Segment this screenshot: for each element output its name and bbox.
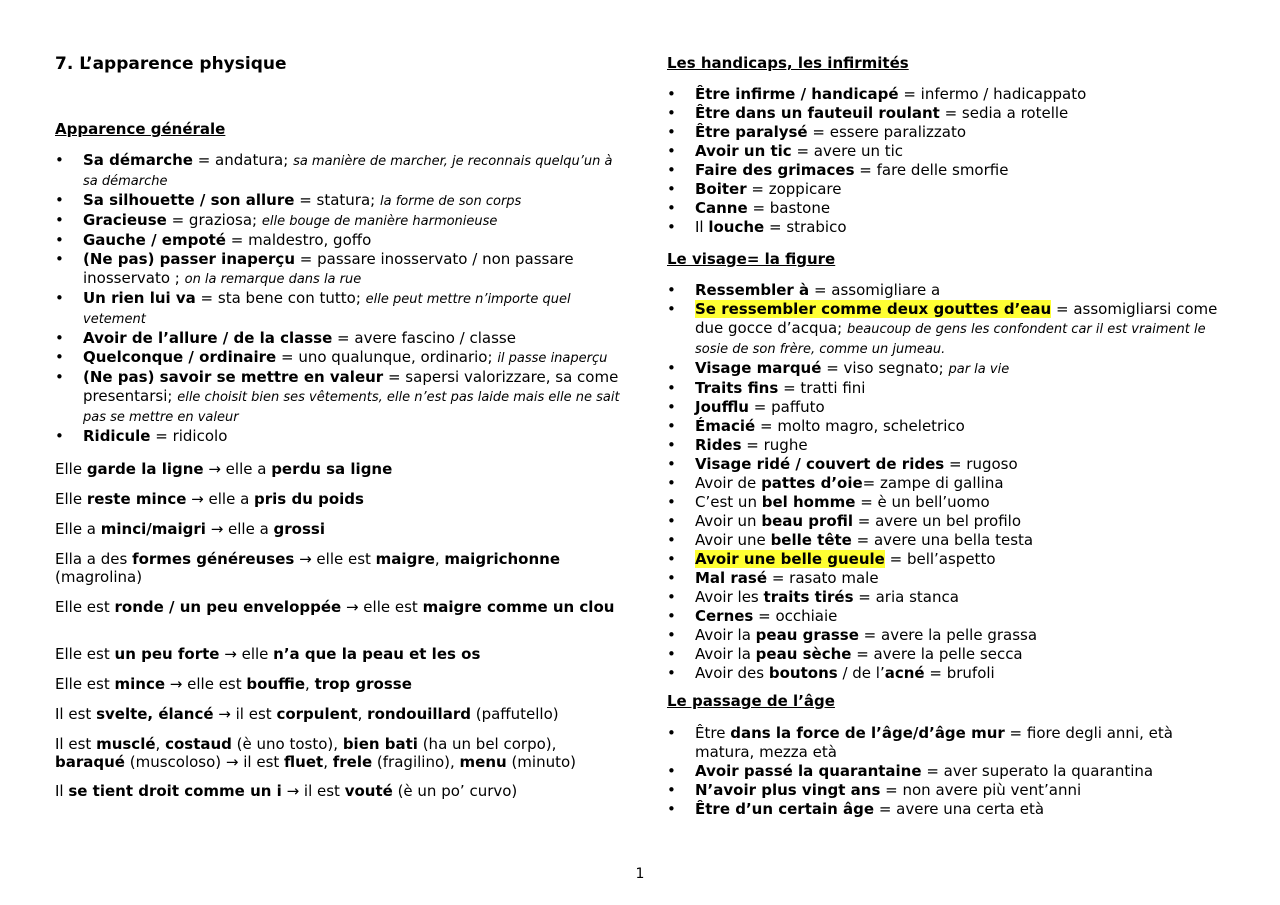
list-item: • Avoir une belle gueule = bell’aspetto	[667, 550, 1237, 569]
visage-list	[667, 281, 1237, 683]
list-item: • Avoir des boutons / de l’acné = brufoli	[667, 664, 1237, 683]
section-heading-age: Le passage de l’âge	[667, 692, 835, 710]
list-item: • Avoir passé la quarantaine = aver superato la quarantina	[667, 762, 1237, 781]
page-number: 1	[635, 866, 645, 882]
handicaps-list	[667, 85, 1237, 237]
list-item: • Être paralysé = essere paralizzato	[667, 123, 1237, 142]
list-item: • Ridicule = ridicolo	[55, 427, 625, 446]
sentence: Ella a des formes généreuses → elle est maigre, maigrichonne (magrolina)	[55, 550, 560, 586]
list-item: • Visage ridé / couvert de rides = rugoso	[667, 455, 1237, 474]
list-item: • Canne = bastone	[667, 199, 1237, 218]
list-item: • Émacié = molto magro, scheletrico	[667, 417, 1237, 436]
list-item: • Gauche / empoté = maldestro, goffo	[55, 231, 625, 250]
list-item: • Sa démarche = andatura; sa manière de marcher, je reconnais quelqu’un à sa démarche	[55, 151, 625, 191]
list-item: • Traits fins = tratti fini	[667, 379, 1237, 398]
list-item: • Cernes = occhiaie	[667, 607, 1237, 626]
list-item: • Se ressembler comme deux gouttes d’eau = assomigliarsi come due gocce d’acqua; beaucoup de gens les confondent car il est vraiment le sosie de son frère, comme un jumeau.	[667, 300, 1237, 359]
section-heading-visage: Le visage= la figure	[667, 250, 836, 268]
list-item: • Avoir la peau sèche = avere la pelle secca	[667, 645, 1237, 664]
apparence-list	[55, 151, 625, 446]
list-item: • Être infirme / handicapé = infermo / hadicappato	[667, 85, 1237, 104]
list-item: • Quelconque / ordinaire = uno qualunque, ordinario; il passe inaperçu	[55, 348, 625, 368]
list-item: • Avoir de pattes d’oie= zampe di gallina	[667, 474, 1237, 493]
list-item: • Il louche = strabico	[667, 218, 1237, 237]
list-item: • Ressembler à = assomigliare a	[667, 281, 1237, 300]
list-item: • (Ne pas) savoir se mettre en valeur = sapersi valorizzare, sa come presentarsi; elle choisit bien ses vêtements, elle n’est pas laide mais elle ne sait pas se mettre en valeur	[55, 368, 625, 427]
list-item: • Rides = rughe	[667, 436, 1237, 455]
sentence: Elle garde la ligne → elle a perdu sa ligne	[55, 460, 393, 478]
list-item: • Visage marqué = viso segnato; par la vie	[667, 359, 1237, 379]
page-title: 7. L’apparence physique	[55, 54, 287, 74]
list-item: • Avoir une belle tête = avere una bella testa	[667, 531, 1237, 550]
list-item: • Être dans un fauteuil roulant = sedia a rotelle	[667, 104, 1237, 123]
sentence: Il est svelte, élancé → il est corpulent, rondouillard (paffutello)	[55, 705, 559, 723]
list-item: • Avoir de l’allure / de la classe = avere fascino / classe	[55, 329, 625, 348]
list-item: • Être d’un certain âge = avere una certa età	[667, 800, 1237, 819]
list-item: • Faire des grimaces = fare delle smorfie	[667, 161, 1237, 180]
list-item: • (Ne pas) passer inaperçu = passare inosservato / non passare inosservato ; on la remarque dans la rue	[55, 250, 625, 289]
sentence: Elle est ronde / un peu enveloppée → elle est maigre comme un clou	[55, 598, 615, 616]
list-item: • Gracieuse = graziosa; elle bouge de manière harmonieuse	[55, 211, 625, 231]
sentence: Elle est un peu forte → elle n’a que la peau et les os	[55, 645, 481, 663]
age-list	[667, 724, 1237, 819]
list-item: • Avoir un tic = avere un tic	[667, 142, 1237, 161]
sentence: Elle est mince → elle est bouffie, trop grosse	[55, 675, 412, 693]
sentence: Elle reste mince → elle a pris du poids	[55, 490, 364, 508]
list-item: • Avoir les traits tirés = aria stanca	[667, 588, 1237, 607]
list-item: • Avoir un beau profil = avere un bel profilo	[667, 512, 1237, 531]
list-item: • Joufflu = paffuto	[667, 398, 1237, 417]
list-item: • Boiter = zoppicare	[667, 180, 1237, 199]
list-item: • Avoir la peau grasse = avere la pelle grassa	[667, 626, 1237, 645]
list-item: • N’avoir plus vingt ans = non avere più vent’anni	[667, 781, 1237, 800]
list-item: • Sa silhouette / son allure = statura; la forme de son corps	[55, 191, 625, 211]
sentence: Il se tient droit comme un i → il est vouté (è un po’ curvo)	[55, 782, 518, 800]
list-item: • C’est un bel homme = è un bell’uomo	[667, 493, 1237, 512]
list-item: • Être dans la force de l’âge/d’âge mur = fiore degli anni, età matura, mezza età	[667, 724, 1237, 762]
list-item: • Un rien lui va = sta bene con tutto; elle peut mettre n’importe quel vetement	[55, 289, 625, 329]
sentence: Il est musclé, costaud (è uno tosto), bien bati (ha un bel corpo), baraqué (muscoloso) → il est fluet, frele (fragilino), menu (minuto)	[55, 735, 577, 771]
section-heading-apparence: Apparence générale	[55, 120, 226, 138]
sentence: Elle a minci/maigri → elle a grossi	[55, 520, 325, 538]
list-item: • Mal rasé = rasato male	[667, 569, 1237, 588]
section-heading-handicaps: Les handicaps, les infirmités	[667, 54, 909, 72]
